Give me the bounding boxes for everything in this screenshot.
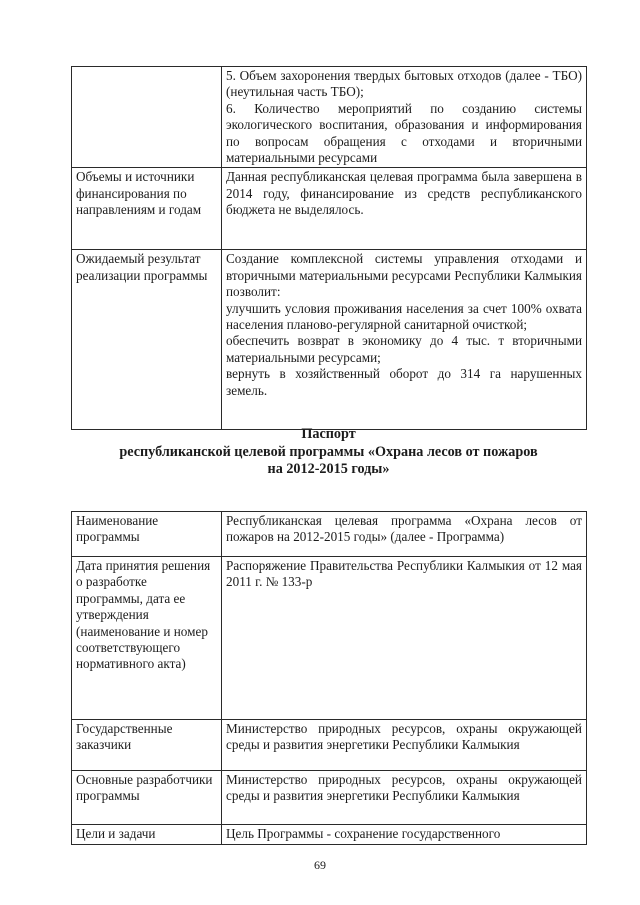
table-row <box>72 67 587 168</box>
financing-text: Данная республиканская целевая программа была завершена в 2014 году, финансирование из средств республиканского бюджета не выделялось. <box>226 169 582 218</box>
row-label: Ожидаемый результат реализации программы <box>72 250 222 430</box>
row-value <box>222 67 587 168</box>
passport-title-line: Паспорт <box>301 426 356 442</box>
result-item: Создание комплексной системы управления отходами и вторичными материальными ресурсами Республики Калмыкия позволит: <box>226 251 582 300</box>
program-passport-table <box>71 511 587 845</box>
result-item: улучшить условия проживания населения за счет 100% охвата населения планово-регулярной санитарной очисткой; <box>226 300 582 333</box>
passport-title-line: на 2012-2015 годы» <box>267 461 390 477</box>
row-label: Наименование программы <box>72 512 222 557</box>
page-number: 69 <box>314 858 326 872</box>
indicator-item: 5. Объем захоронения твердых бытовых отходов (далее - ТБО) (неутильная часть ТБО); <box>226 68 582 100</box>
passport-title-line: республиканской целевой программы «Охрана лесов от пожаров <box>119 443 538 460</box>
table-row <box>72 771 587 825</box>
row-value: Министерство природных ресурсов, охраны окружающей среды и развития энергетики Республики Калмыкия <box>222 720 587 771</box>
table-row <box>72 168 587 250</box>
result-item: обеспечить возврат в экономику до 4 тыс. т вторичными материальными ресурсами; <box>226 333 582 365</box>
row-value: Цель Программы - сохранение государственного <box>222 825 587 845</box>
result-item: вернуть в хозяйственный оборот до 314 га нарушенных земель. <box>226 366 582 398</box>
row-label: Дата принятия решения о разработке программы, дата ее утверждения (наименование и номер соответствующего нормативного акта) <box>72 557 222 720</box>
passport-title <box>71 426 586 479</box>
row-label <box>72 67 222 168</box>
row-value <box>222 250 587 430</box>
table-row <box>72 825 587 845</box>
row-value: Республиканская целевая программа «Охрана лесов от пожаров на 2012-2015 годы» (далее - Программа) <box>222 512 587 557</box>
row-label: Основные разработчики программы <box>72 771 222 825</box>
row-value: Министерство природных ресурсов, охраны окружающей среды и развития энергетики Республики Калмыкия <box>222 771 587 825</box>
table-row <box>72 512 587 557</box>
indicator-item: 6. Количество мероприятий по созданию системы экологического воспитания, образования и информирования по вопросам обращения с отходами и вторичными материальными ресурсами <box>226 100 582 166</box>
table-row <box>72 557 587 720</box>
row-value <box>222 168 587 250</box>
row-label: Цели и задачи <box>72 825 222 845</box>
table-row <box>72 250 587 430</box>
row-label: Государственные заказчики <box>72 720 222 771</box>
row-label: Объемы и источники финансирования по направлениям и годам <box>72 168 222 250</box>
program-results-table <box>71 66 587 430</box>
table-row <box>72 720 587 771</box>
row-value: Распоряжение Правительства Республики Калмыкия от 12 мая 2011 г. № 133-р <box>222 557 587 720</box>
